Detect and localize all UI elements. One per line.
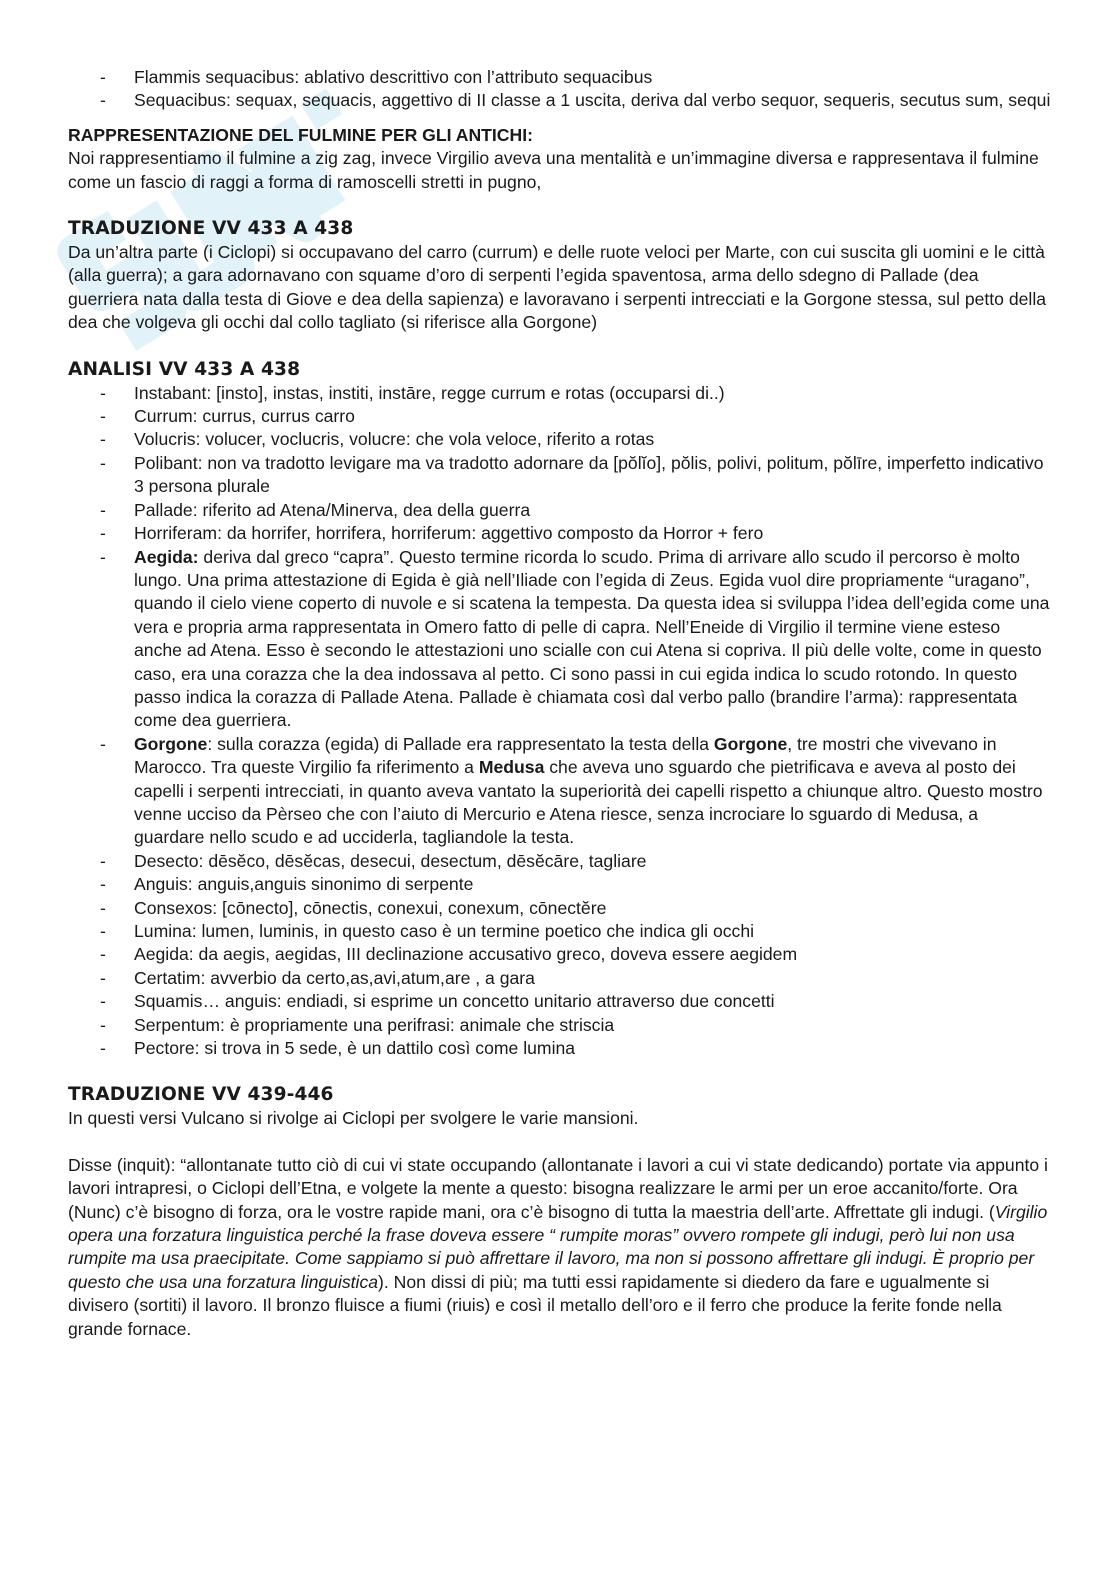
list-item <box>68 452 1052 499</box>
list-item-text: Volucris: volucer, voclucris, volucre: che vola veloce, riferito a rotas <box>134 429 655 450</box>
list-item <box>68 990 1052 1013</box>
aegida-text: deriva dal greco “capra”. Questo termine ricorda lo scudo. Prima di arrivare allo scudo il percorso è molto lungo. Una prima attestazione di Egida è già nell’Iliade con l’egida di Zeus. Egida vuol dire propriamente “uragano”, quando il cielo viene coperto di nuvole e si scatena la tempesta. Da questa idea si sviluppa l’idea dell’egida come una vera e propria arma rappresentata in Omero fatto di pelle di capra. Nell’Eneide di Virgilio il termine viene esteso anche ad Atena. Esso è secondo le attestazioni uno scialle con cui Atena si copriva. Il più delle volte, come in questo caso, era una corazza che la dea indossava al petto. Ci sono passi in cui egida indica lo scudo rotondo. In questo passo indica la corazza di Pallade Atena. Pallade è chiamata così dal verbo pallo (brandire l’arma): rappresentata come dea guerriera. <box>134 546 1050 731</box>
list-item <box>68 66 1052 89</box>
list-item-text: Instabant: [insto], instas, institi, instāre, regge currum e rotas (occuparsi di..) <box>134 382 725 403</box>
list-item-text: Aegida: da aegis, aegidas, III declinazione accusativo greco, doveva essere aegidem <box>134 944 798 965</box>
list-item <box>68 1037 1052 1060</box>
fulmine-heading: RAPPRESENTAZIONE DEL FULMINE PER GLI ANTICHI: <box>68 124 533 145</box>
top-bullet-list <box>68 66 1052 113</box>
list-item <box>68 943 1052 966</box>
paragraph-gap <box>68 1131 1052 1154</box>
list-item <box>68 522 1052 545</box>
gorgone-text-2: , tre mostri che vivevano in Marocco. Tra queste Virgilio fa riferimento a <box>134 733 997 778</box>
medusa-term: Medusa <box>478 757 545 778</box>
list-item-text: Polibant: non va tradotto levigare ma va tradotto adornare da [pŏlĭo], pŏlis, polivi, politum, pŏlīre, imperfetto indicativo 3 persona plurale <box>134 452 1044 497</box>
list-item-text: Pallade: riferito ad Atena/Minerva, dea della guerra <box>134 499 531 520</box>
list-item <box>68 897 1052 920</box>
gorgone-term-2: Gorgone <box>713 733 788 754</box>
trad1-paragraph: Da un’altra parte (i Ciclopi) si occupavano del carro (currum) e delle ruote veloci per Marte, con cui suscita gli uomini e le città (alla guerra); a gara adornavano con squame d’oro di serpenti l’egida spaventosa, arma dello sdegno di Pallade (dea guerriera nata dalla testa di Giove e dea della sapienza) e lavoravano i serpenti intrecciati e la Gorgone stessa, sul petto della dea che volgeva gli occhi dal collo tagliato (si riferisce alla Gorgone) <box>68 242 1047 333</box>
list-item <box>68 405 1052 428</box>
list-item <box>68 89 1052 112</box>
gorgone-text-1: : sulla corazza (egida) di Pallade era rappresentato la testa della <box>207 733 714 754</box>
list-item-text: Serpentum: è propriamente una perifrasi: animale che striscia <box>134 1014 615 1035</box>
gorgone-text-3: che aveva uno sguardo che pietrificava e aveva al posto dei capelli i serpenti intrecciati, in quanto aveva vantato la superiorità dei capelli rispetto a chiunque altro. Questo mostro venne ucciso da Pèrseo che con l’aiuto di Mercurio e Atena riesce, senza incrociare lo sguardo di Medusa, a guardare nello scudo e ad ucciderla, tagliandole la testa. <box>134 757 1043 848</box>
trad2-heading: TRADUZIONE VV 439-446 <box>68 1084 334 1106</box>
list-item <box>68 873 1052 896</box>
list-item-text: Currum: currus, currus carro <box>134 406 355 427</box>
trad1-heading: TRADUZIONE VV 433 A 438 <box>68 218 354 240</box>
list-item <box>68 428 1052 451</box>
aegida-term: Aegida: <box>134 546 199 567</box>
list-item-text: Pectore: si trova in 5 sede, è un dattilo così come lumina <box>134 1038 576 1059</box>
list-item-text: Anguis: anguis,anguis sinonimo di serpente <box>134 874 474 895</box>
list-item-text: Horriferam: da horrifer, horrifera, horriferum: aggettivo composto da Horror + fero <box>134 523 764 544</box>
list-item-text: Lumina: lumen, luminis, in questo caso è un termine poetico che indica gli occhi <box>134 921 755 941</box>
list-item-text: Desecto: dēsĕco, dēsĕcas, desecui, desectum, dēsĕcāre, tagliare <box>134 850 647 871</box>
list-item-gorgone <box>68 733 1052 850</box>
list-item <box>68 382 1052 405</box>
fulmine-paragraph: Noi rappresentiamo il fulmine a zig zag, invece Virgilio aveva una mentalità e un’immagine diversa e rappresentava il fulmine come un fascio di raggi a forma di ramoscelli stretti in pugno, <box>68 148 1039 192</box>
list-item-text: Certatim: avverbio da certo,as,avi,atum,are , a gara <box>134 967 535 988</box>
analisi-list <box>68 382 1052 1061</box>
list-item-text: Sequacibus: sequax, sequacis, aggettivo di II classe a 1 uscita, deriva dal verbo sequor, sequeris, secutus sum, sequi <box>134 90 1051 111</box>
list-item-aegida <box>68 546 1052 733</box>
trad2-paragraph <box>68 1154 1052 1341</box>
trad2-text-b: ). Non dissi di più; ma tutti essi rapidamente si diedero da fare e ugualmente si divisero (sortiti) il lavoro. Il bronzo fluisce a fiumi (riuis) e così il metallo dell’oro e il ferro che produce la ferite fonde nella grande fornace. <box>68 1271 1002 1339</box>
list-item-text: Consexos: [cōnecto], cōnectis, conexui, conexum, cōnectĕre <box>134 897 607 918</box>
document-page <box>68 66 1052 1341</box>
list-item-text: Squamis… anguis: endiadi, si esprime un concetto unitario attraverso due concetti <box>134 991 775 1012</box>
trad2-text-a: Disse (inquit): “allontanate tutto ciò di cui vi state occupando (allontanate i lavori a cui vi state dedicando) portate via appunto i lavori intrapresi, o Ciclopi dell’Etna, e volgete la mente a questo: bisogna realizzare le armi per un eroe accanito/forte. Ora (Nunc) c’è bisogno di forza, ora le vostre rapide mani, ora c’è bisogno di tutta la maestria dell’arte. Affrettate gli indugi. ( <box>68 1154 1048 1222</box>
list-item-text: Flammis sequacibus: ablativo descrittivo con l’attributo sequacibus <box>134 67 653 87</box>
list-item <box>68 967 1052 990</box>
trad2-intro: In questi versi Vulcano si rivolge ai Ciclopi per svolgere le varie mansioni. <box>68 1108 639 1129</box>
list-item <box>68 920 1052 943</box>
list-item <box>68 499 1052 522</box>
analisi-heading: ANALISI VV 433 A 438 <box>68 358 301 380</box>
list-item <box>68 1014 1052 1037</box>
gorgone-term: Gorgone <box>134 733 208 754</box>
list-item <box>68 850 1052 873</box>
trad2-italic-note: Virgilio opera una forzatura linguistica perché la frase doveva essere “ rumpite moras” ovvero rompete gli indugi, però lui non usa rumpite ma usa praecipitate. Come sappiamo si può affrettare il lavoro, ma non si possono affrettare gli indugi. È proprio per questo che usa una forzatura linguistica <box>68 1201 1048 1292</box>
